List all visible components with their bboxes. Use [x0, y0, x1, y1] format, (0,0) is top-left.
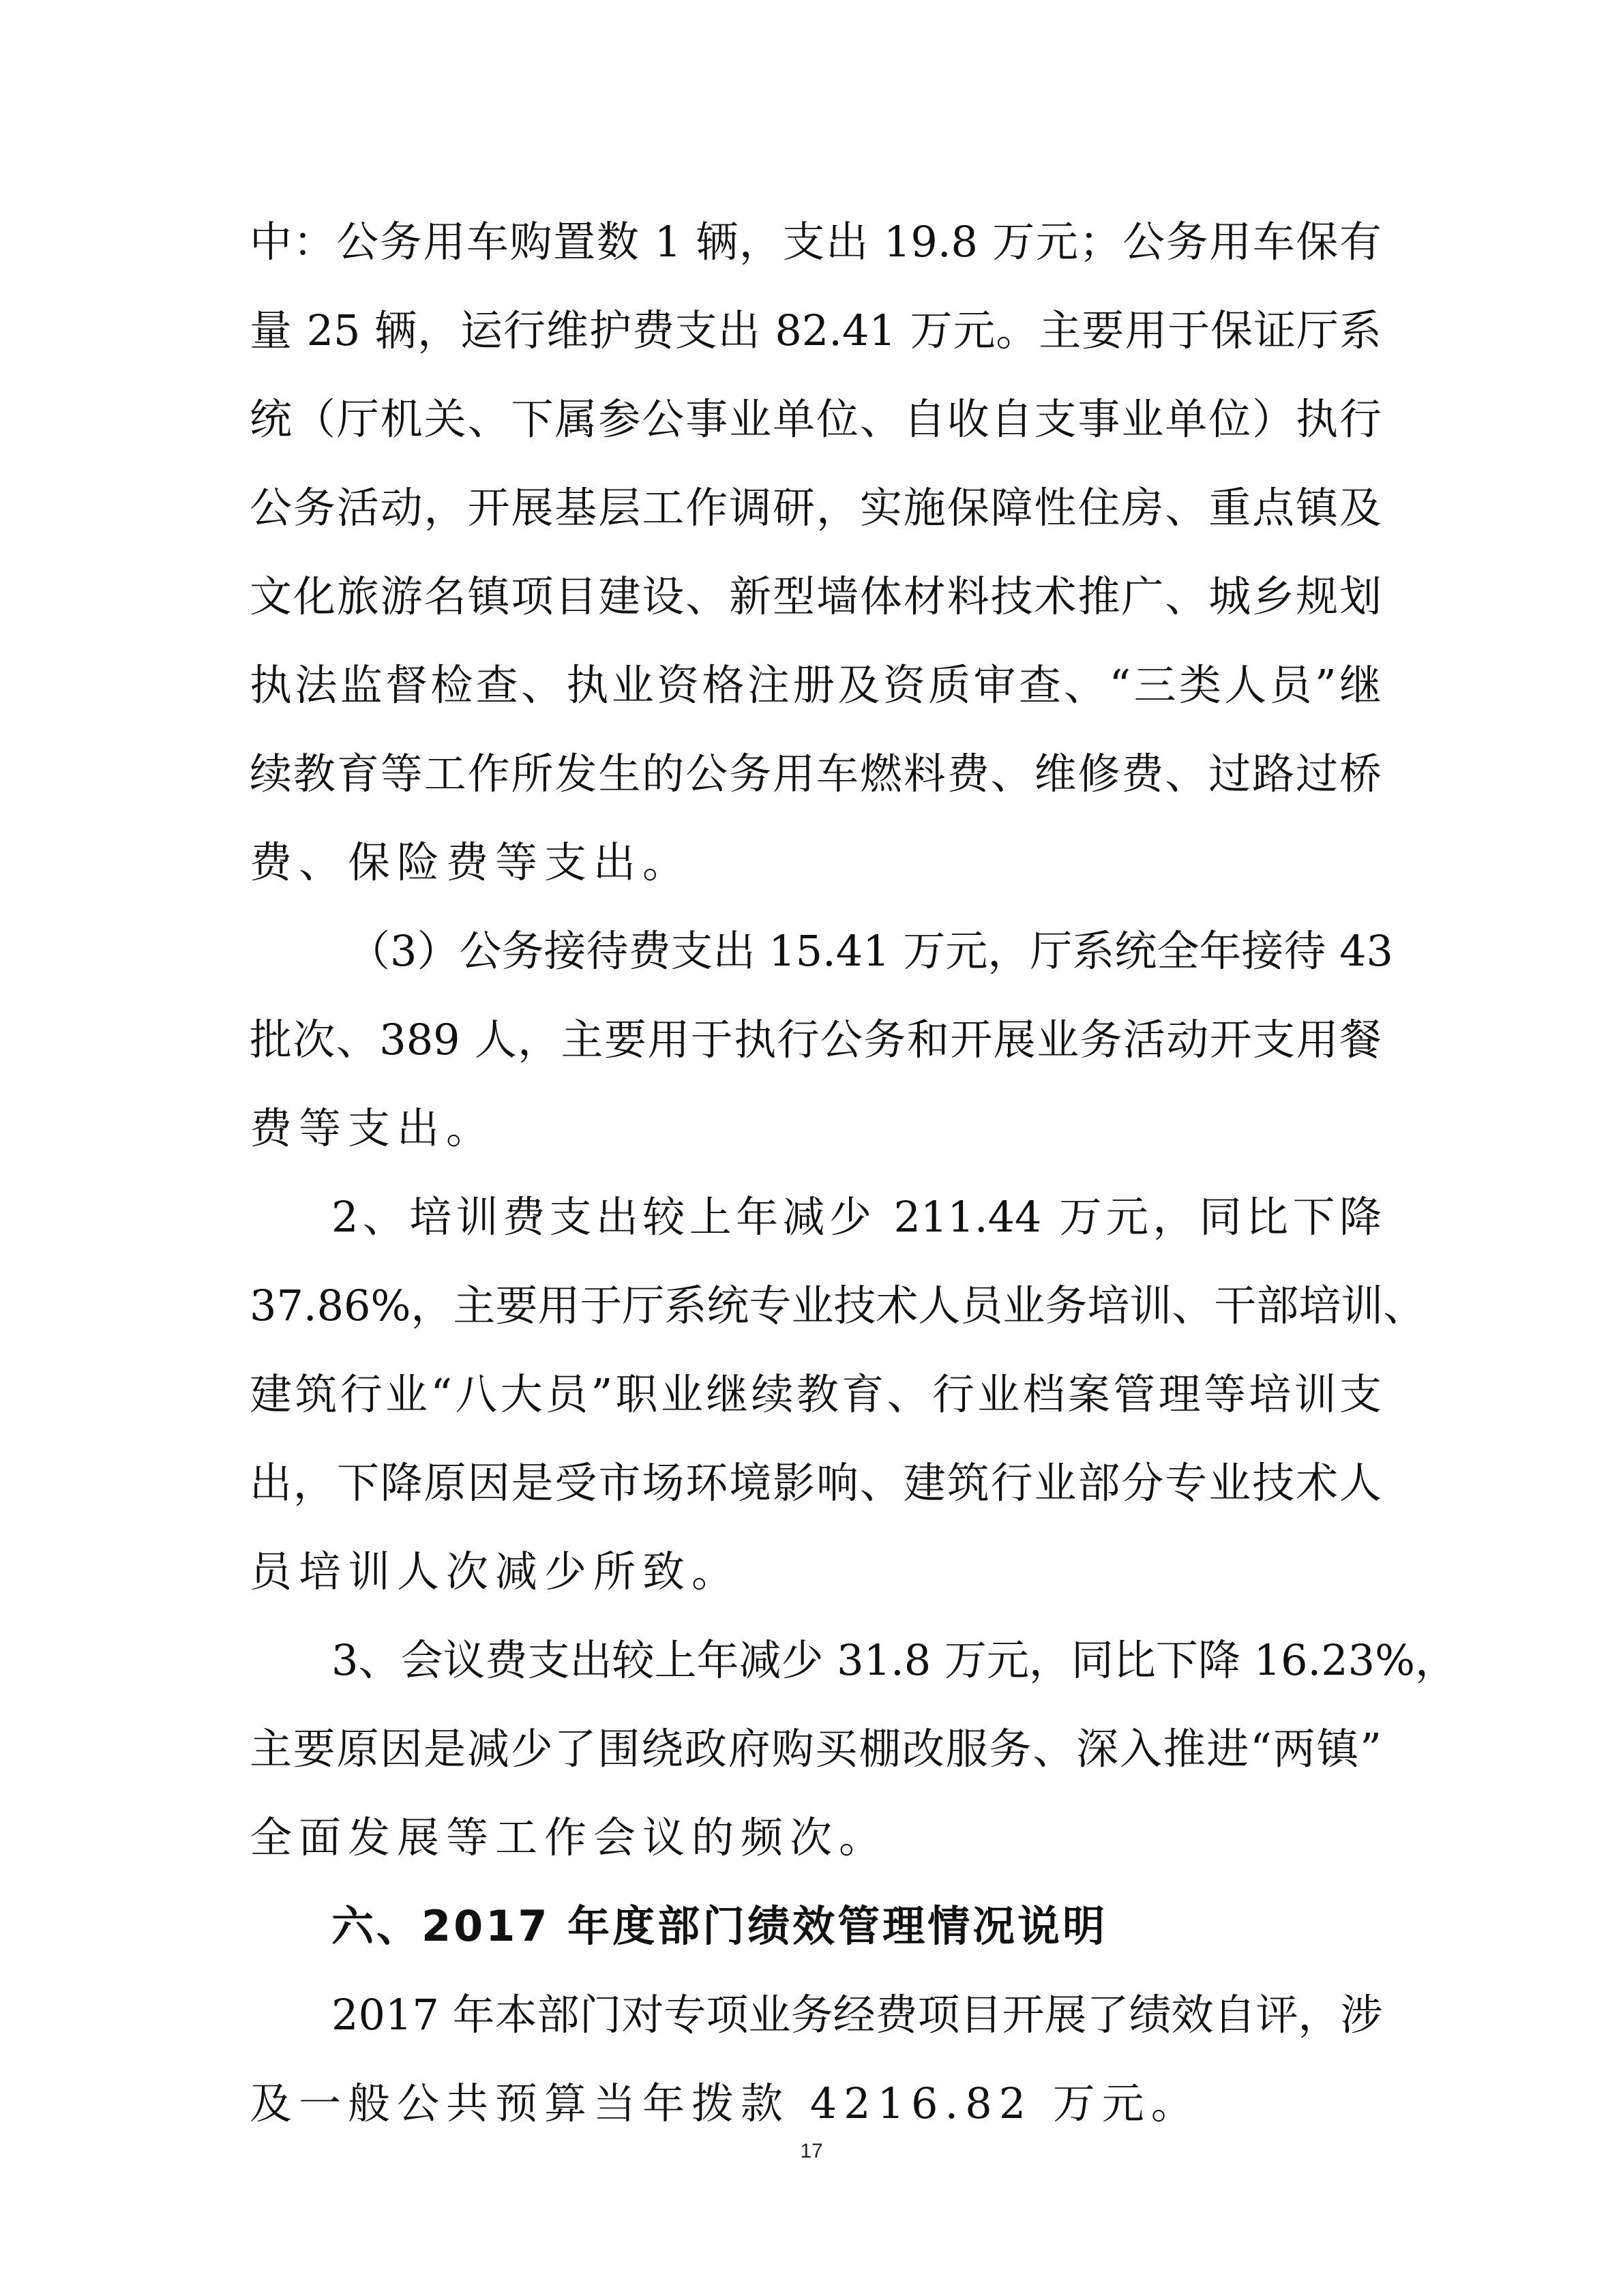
text-line: 统（厅机关、下属参公事业单位、自收自支事业单位）执行: [250, 394, 1382, 444]
text-line: 及一般公共预算当年拨款 4216.82 万元。: [250, 2078, 1200, 2128]
text-line: 3、会议费支出较上年减少 31.8 万元，同比下降 16.23%，: [331, 1635, 1458, 1685]
page-number: 17: [800, 2140, 823, 2162]
text-line: 建筑行业“八大员”职业继续教育、行业档案管理等培训支: [250, 1369, 1382, 1419]
text-line: 中：公务用车购置数 1 辆，支出 19.8 万元；公务用车保有: [250, 217, 1382, 267]
text-line: 费等支出。: [250, 1103, 496, 1153]
text-line: 员培训人次减少所致。: [250, 1547, 741, 1596]
text-line: 全面发展等工作会议的频次。: [250, 1813, 889, 1862]
text-line: 公务活动，开展基层工作调研，实施保障性住房、重点镇及: [250, 483, 1382, 533]
text-line: 费、保险费等支出。: [250, 837, 692, 887]
text-line: 2017 年本部门对专项业务经费项目开展了绩效自评，涉: [331, 1990, 1383, 2040]
text-line: 批次、389 人，主要用于执行公务和开展业务活动开支用餐: [250, 1015, 1382, 1064]
section-heading: 六、2017 年度部门绩效管理情况说明: [331, 1901, 1108, 1951]
text-line: 量 25 辆，运行维护费支出 82.41 万元。主要用于保证厅系: [250, 305, 1382, 355]
text-line: 续教育等工作所发生的公务用车燃料费、维修费、过路过桥: [250, 749, 1382, 799]
text-line: 2、培训费支出较上年减少 211.44 万元，同比下降: [331, 1192, 1382, 1242]
text-line: 主要原因是减少了围绕政府购买棚改服务、深入推进“两镇”: [250, 1724, 1382, 1774]
text-line: 执法监督检查、执业资格注册及资质审查、“三类人员”继: [250, 660, 1382, 710]
text-line: 文化旅游名镇项目建设、新型墙体材料技术推广、城乡规划: [250, 571, 1382, 621]
text-line: （3）公务接待费支出 15.41 万元，厅系统全年接待 43: [348, 926, 1393, 976]
text-line: 37.86%，主要用于厅系统专业技术人员业务培训、干部培训、: [250, 1281, 1426, 1330]
text-line: 出，下降原因是受市场环境影响、建筑行业部分专业技术人: [250, 1458, 1382, 1508]
